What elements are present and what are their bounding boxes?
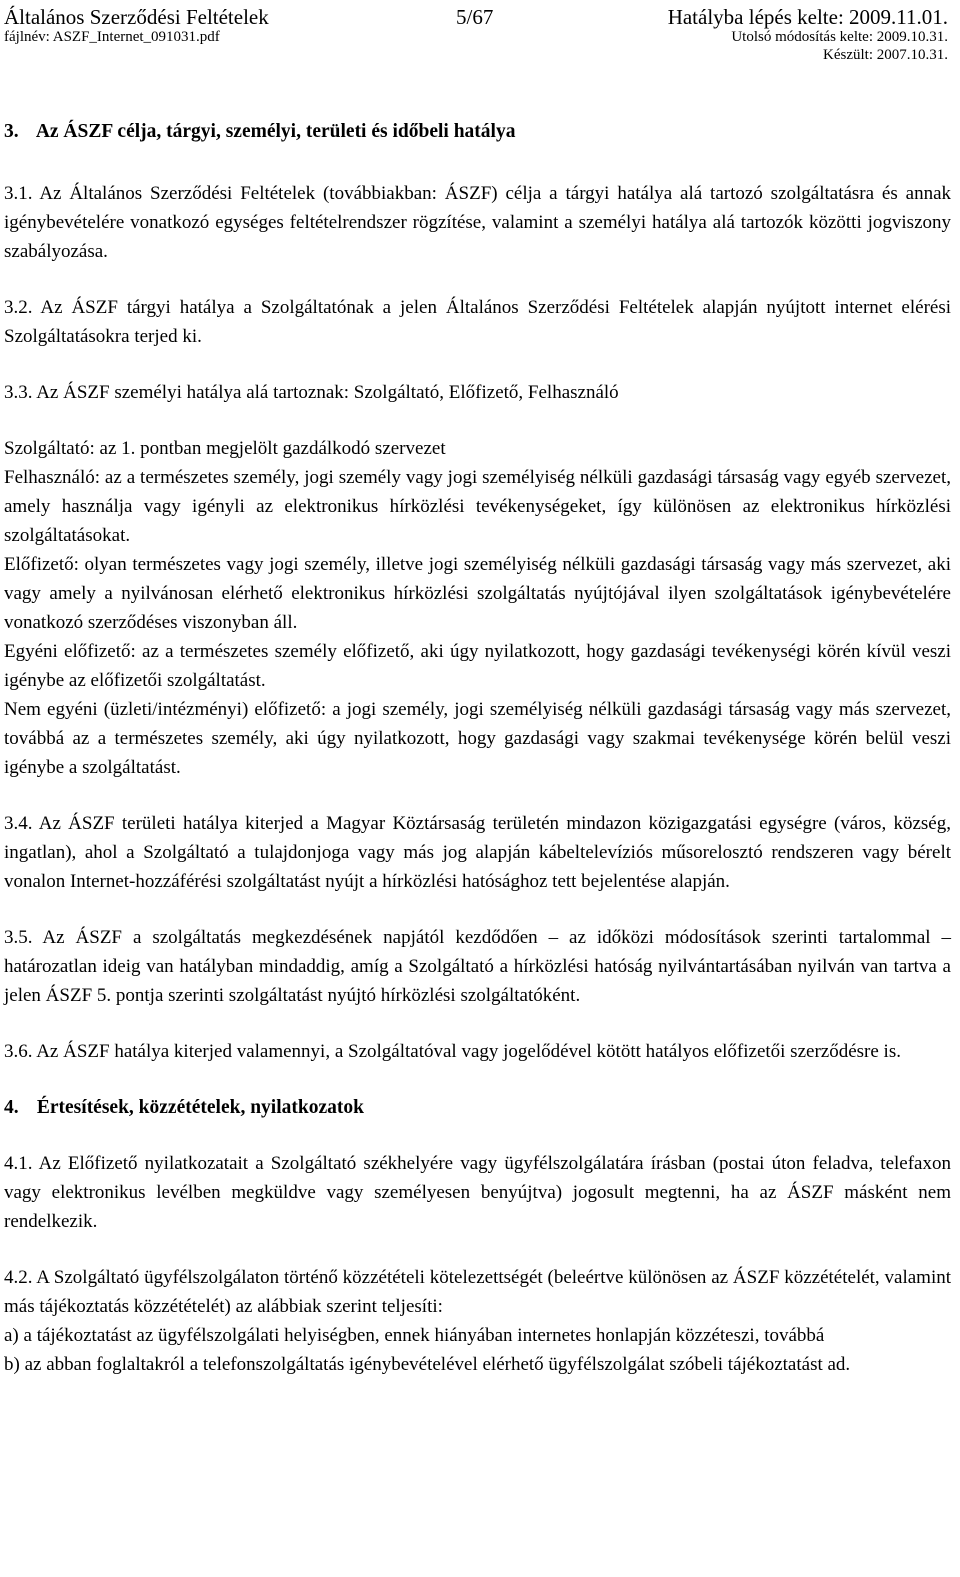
section-3-title: Az ÁSZF célja, tárgyi, személyi, területi és időbeli hatálya	[35, 121, 516, 142]
effective-date: Hatályba lépés kelte: 2009.11.01.	[667, 5, 948, 29]
definition-felhasznalo: Felhasználó: az a természetes személy, jogi személy vagy jogi személyiség nélküli gazdasági társaság vagy egyéb szervezet, amely használja vagy igényli az elektronikus hírközlési tevékenységeket, így különösen az elektronikus hírközlési szolgáltatásokat.	[4, 467, 951, 546]
document-body	[4, 117, 951, 1379]
paragraph-4-1: 4.1. Az Előfizető nyilatkozatait a Szolgáltató székhelyére vagy ügyfélszolgálatára írásban (postai úton feladva, telefaxon vagy elektronikus levélben megküldve vagy személyesen benyújtva) jogosult megtenni, ha az ÁSZF másként nem rendelkezik.	[4, 1153, 951, 1232]
paragraph-3-5: 3.5. Az ÁSZF a szolgáltatás megkezdésének napjától kezdődően – az időközi módosítások szerinti tartalommal – határozatlan ideig van hatályban mindaddig, amíg a Szolgáltató a hírközlési hatóság nyilvántartásában nyilván van tartva a jelen ÁSZF 5. pontja szerinti szolgáltatást nyújtó hírközlési szolgáltatóként.	[4, 927, 951, 1006]
section-3-heading	[4, 117, 951, 146]
list-item-a: a) a tájékoztatást az ügyfélszolgálati helyiségben, ennek hiányában internetes honlapján közzéteszi, továbbá	[4, 1325, 825, 1346]
paragraph-3-1: 3.1. Az Általános Szerződési Feltételek (továbbiakban: ÁSZF) célja a tárgyi hatálya alá tartozó szolgáltatásra és annak igénybevételére vonatkozó egységes feltételrendszer rögzítése, valamint a személyi hatálya alá tartozók közötti jogviszony szabályozása.	[4, 183, 951, 262]
document-title: Általános Szerződési Feltételek	[4, 5, 269, 29]
definition-nem-egyeni-elofizeto: Nem egyéni (üzleti/intézményi) előfizető: a jogi személy, jogi személyiség nélküli gazdasági társaság vagy más szervezet, továbbá az a természetes személy, aki úgy nyilatkozott, hogy gazdasági vagy szakmai tevékenysége körén belül veszi igénybe a szolgáltatást.	[4, 699, 951, 778]
modified-date: Utolsó módosítás kelte: 2009.10.31.	[731, 29, 948, 45]
created-date: Készült: 2007.10.31.	[823, 47, 948, 63]
paragraph-3-3: 3.3. Az ÁSZF személyi hatálya alá tartoznak: Szolgáltató, Előfizető, Felhasználó	[4, 382, 619, 403]
paragraph-3-2: 3.2. Az ÁSZF tárgyi hatálya a Szolgáltatónak a jelen Általános Szerződési Feltételek alapján nyújtott internet elérési Szolgáltatásokra terjed ki.	[4, 297, 951, 347]
section-4-title: Értesítések, közzétételek, nyilatkozatok	[36, 1097, 364, 1118]
definition-szolgaltato: Szolgáltató: az 1. pontban megjelölt gazdálkodó szervezet	[4, 438, 446, 459]
file-name: fájlnév: ASZF_Internet_091031.pdf	[4, 29, 220, 45]
paragraph-3-6: 3.6. Az ÁSZF hatálya kiterjed valamennyi, a Szolgáltatóval vagy jogelődével kötött hatályos előfizetői szerződésre is.	[4, 1041, 901, 1062]
section-4-number: 4.	[4, 1097, 19, 1118]
page-number: 5/67	[456, 5, 494, 29]
paragraph-4-2: 4.2. A Szolgáltató ügyfélszolgálaton történő közzétételi kötelezettségét (beleértve különösen az ÁSZF közzétételét, valamint más tájékoztatás közzétételét) az alábbiak szerint teljesíti:	[4, 1267, 951, 1317]
section-4-heading	[4, 1093, 951, 1122]
list-item-b: b) az abban foglaltakról a telefonszolgáltatás igénybevételével elérhető ügyfélszolgálat szóbeli tájékoztatást ad.	[4, 1354, 851, 1375]
definition-egyeni-elofizeto: Egyéni előfizető: az a természetes személy előfizető, aki úgy nyilatkozott, hogy gazdasági tevékenységi körén kívül veszi igénybe az előfizetői szolgáltatást.	[4, 641, 951, 691]
definition-elofizeto: Előfizető: olyan természetes vagy jogi személy, illetve jogi személyiség nélküli gazdasági társaság vagy más szervezet, aki vagy amely a nyilvánosan elérhető elektronikus hírközlési szolgáltatás nyújtójával ilyen szolgáltatások igénybevételére vonatkozó szerződéses viszonyban áll.	[4, 554, 951, 633]
page-header	[0, 0, 960, 70]
paragraph-3-4: 3.4. Az ÁSZF területi hatálya kiterjed a Magyar Köztársaság területén mindazon közigazgatási egységre (város, község, ingatlan), ahol a Szolgáltató a tulajdonjoga vagy más jog alapján kábeltelevíziós műsorelosztó rendszeren vagy bérelt vonalon Internet-hozzáférési szolgáltatást nyújt a hírközlési hatósághoz tett bejelentése alapján.	[4, 813, 951, 892]
section-3-number: 3.	[4, 121, 19, 142]
